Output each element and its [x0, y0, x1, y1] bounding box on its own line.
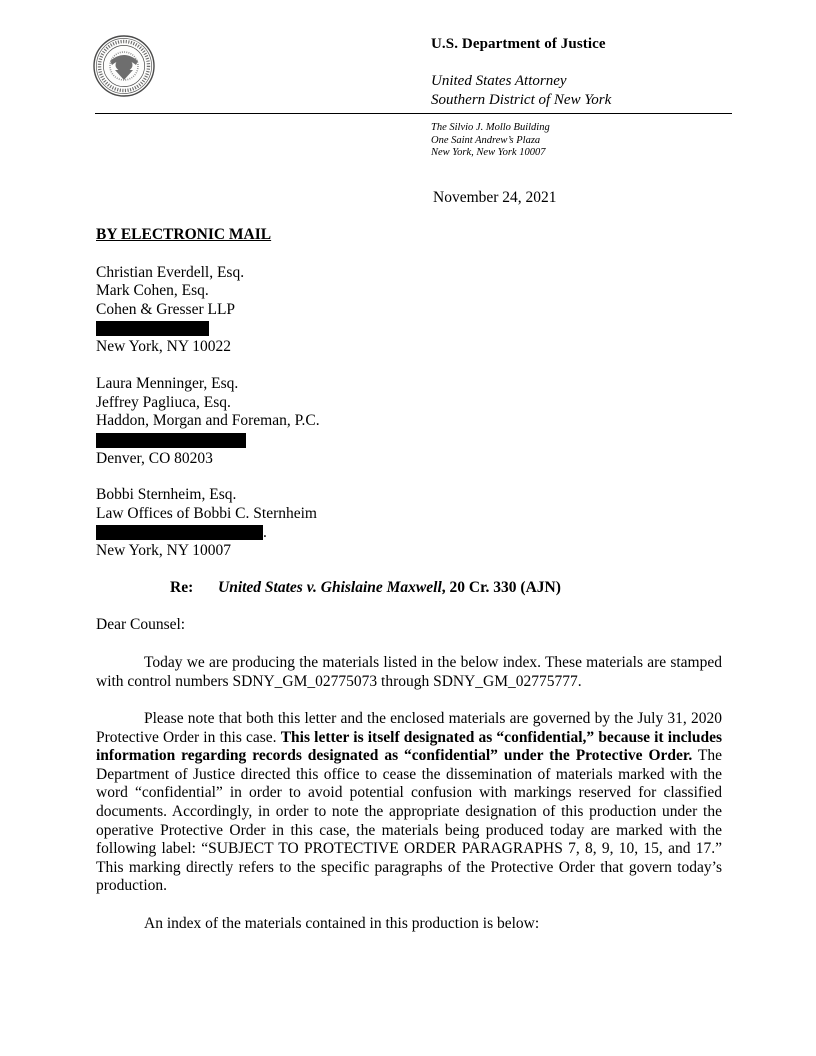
recipient-line: Law Offices of Bobbi C. Sternheim: [96, 504, 317, 522]
recipient-line: Laura Menninger, Esq.: [96, 374, 239, 392]
confidential-designation-text: This letter is itself designated as “confidential,” because it includes information regarding records designated as “confidential” under the Protective Order.: [96, 728, 722, 765]
recipient-block-1: [96, 264, 722, 357]
letter-date: November 24, 2021: [433, 189, 557, 206]
body-paragraph-3: An index of the materials contained in this production is below:: [144, 915, 540, 933]
building-line: The Silvio J. Mollo Building: [431, 122, 550, 133]
city-line: New York, New York 10007: [431, 147, 546, 158]
recipient-line: Mark Cohen, Esq.: [96, 282, 209, 300]
recipient-line: Jeffrey Pagliuca, Esq.: [96, 393, 231, 411]
redaction-bar: [96, 525, 263, 540]
recipient-block-3: [96, 486, 722, 560]
re-label: Re:: [170, 578, 194, 596]
case-name: United States v. Ghislaine Maxwell: [218, 578, 442, 596]
district-line: Southern District of New York: [431, 92, 612, 108]
recipient-line: Haddon, Morgan and Foreman, P.C.: [96, 412, 320, 430]
redaction-line: [96, 524, 722, 543]
body-paragraph-1: [96, 654, 722, 691]
body-paragraph-2: [96, 710, 722, 896]
recipient-line: Bobbi Sternheim, Esq.: [96, 486, 237, 504]
recipient-city: New York, NY 10007: [96, 542, 232, 560]
salutation: Dear Counsel:: [96, 616, 186, 634]
paragraph-text: The Department of Justice directed this office to cease the dissemination of materials marked with the word “confidential” in order to avoid potential confusion with markings reserved for classified documents. Accordingly, in order to note the appropriate designation of this production under the operative Protective Order in this case, the materials being produced today are marked with the following label: “SUBJECT TO PROTECTIVE ORDER PARAGRAPHS 7, 8, 9, 10, 15, and 17.” This marking directly refers to the specific paragraphs of the Protective Order that govern today’s production.: [96, 747, 722, 895]
recipient-city: Denver, CO 80203: [96, 449, 213, 467]
redaction-bar: [96, 321, 209, 336]
case-number: , 20 Cr. 330 (AJN): [441, 578, 561, 596]
redaction-bar: [96, 433, 246, 448]
re-line: [170, 579, 722, 598]
us-attorney-line: United States Attorney: [431, 73, 567, 89]
recipient-line: Christian Everdell, Esq.: [96, 263, 245, 281]
department-name: U.S. Department of Justice: [431, 36, 606, 52]
letterhead-rule: [95, 113, 732, 114]
recipient-block-2: [96, 375, 722, 468]
office-lines: [431, 72, 611, 110]
paragraph-text: Please note that both this letter and the enclosed materials are governed by the July 31, 2020 Protective Order in this case.: [96, 710, 722, 746]
doj-seal-icon: [92, 34, 156, 103]
letter-body: [96, 226, 722, 953]
street-line: One Saint Andrew’s Plaza: [431, 134, 541, 146]
delivery-method: BY ELECTRONIC MAIL: [96, 226, 272, 243]
paragraph-text: Today we are producing the materials listed in the below index. These materials are stamped with control numbers SDNY_GM_02775073 through SDNY_GM_02775777.: [96, 653, 722, 690]
recipient-line: Cohen & Gresser LLP: [96, 300, 236, 318]
office-address: [431, 122, 550, 160]
recipient-city: New York, NY 10022: [96, 338, 232, 356]
redaction-suffix: .: [263, 523, 267, 541]
